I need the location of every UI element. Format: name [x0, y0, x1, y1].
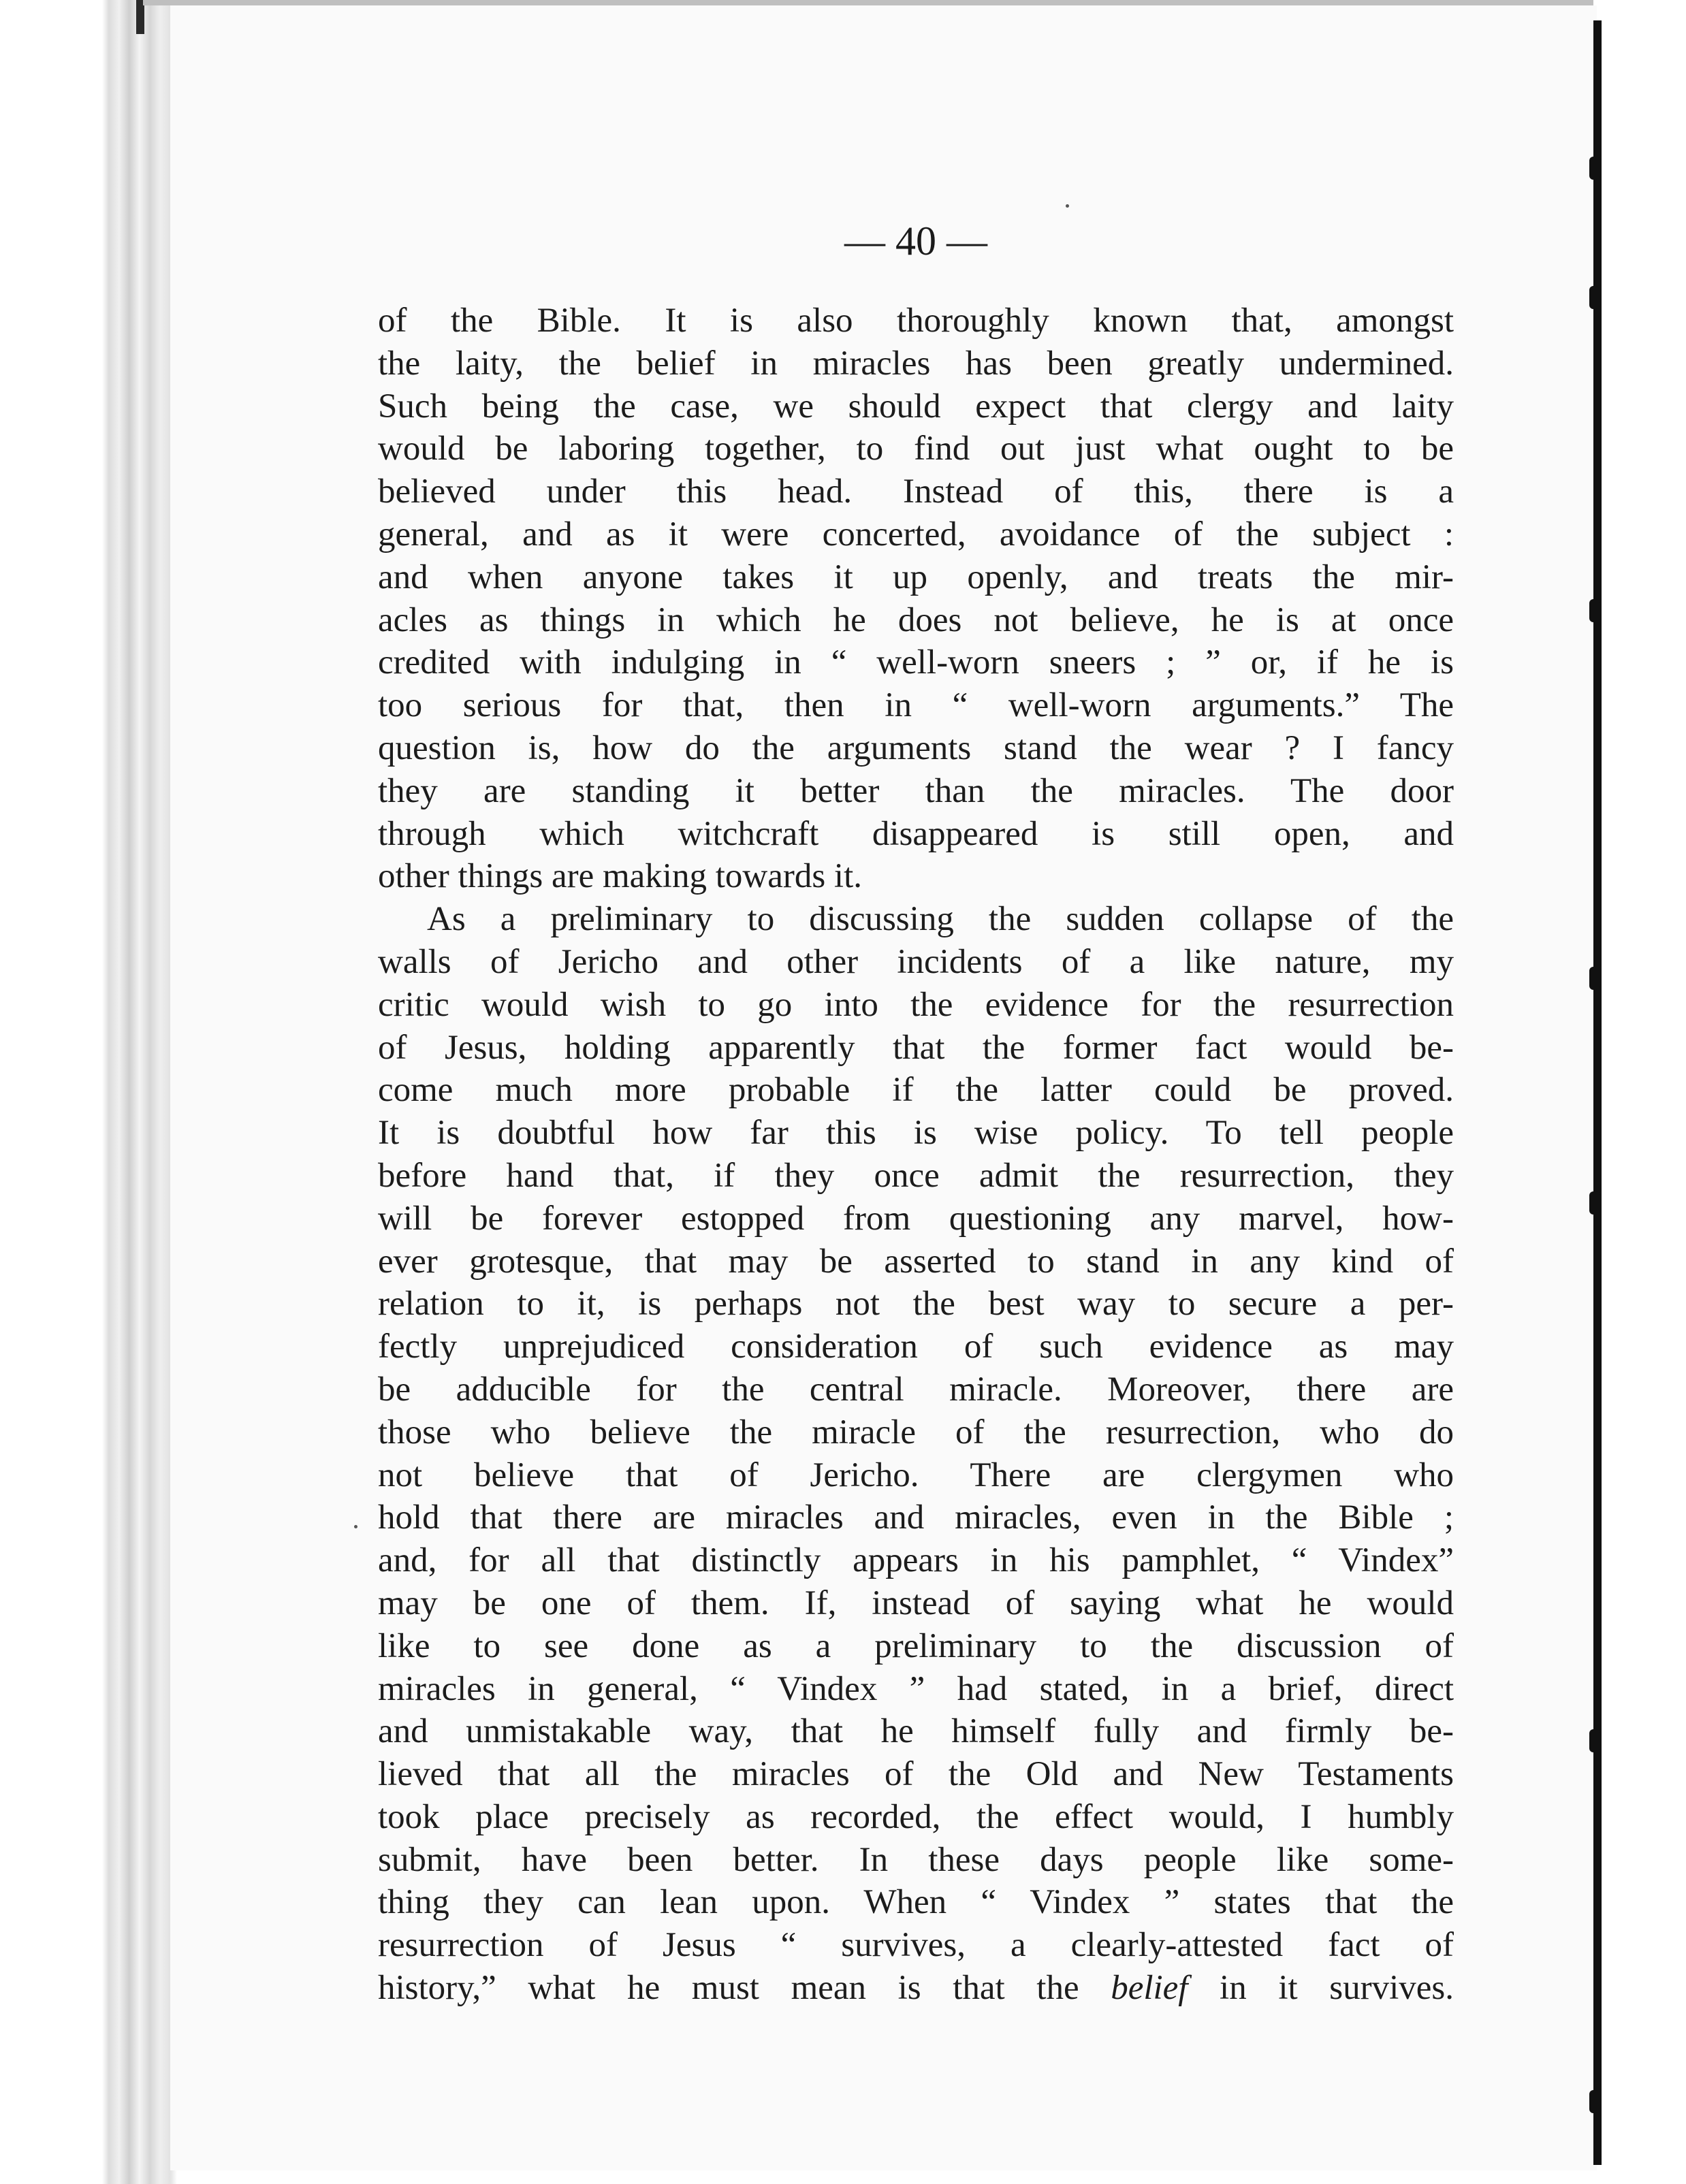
text-line: the laity, the belief in miracles has been greatly undermined. [378, 344, 1454, 383]
text-line: those who believe the miracle of the resurrection, who do [378, 1413, 1454, 1451]
text-line: not believe that of Jericho. There are clergymen who [378, 1456, 1454, 1494]
italic-emphasis: belief [1111, 1969, 1188, 2008]
text-line: through which witchcraft disappeared is still open, and [378, 814, 1454, 853]
edge-mark [1589, 1729, 1600, 1752]
page-number: — 40 — [844, 219, 987, 263]
edge-mark [1589, 286, 1600, 309]
text-line: walls of Jericho and other incidents of a like nature, my [378, 942, 1454, 981]
text-line: question is, how do the arguments stand the wear ? I fancy [378, 728, 1454, 767]
right-edge-rule [1593, 20, 1602, 2165]
text-line: of the Bible. It is also thoroughly known that, amongst [378, 302, 1454, 340]
text-line: ever grotesque, that may be asserted to stand in any kind of [378, 1242, 1454, 1281]
text-line: miracles in general, “ Vindex ” had stated, in a brief, direct [378, 1669, 1454, 1708]
text-line: and unmistakable way, that he himself fully and firmly be- [378, 1712, 1454, 1751]
text-line: thing they can lean upon. When “ Vindex ” states that the [378, 1883, 1454, 1922]
edge-mark [1589, 599, 1600, 622]
edge-mark [1589, 1191, 1600, 1215]
body-text [378, 300, 1454, 2010]
text-line: other things are making towards it. [378, 857, 863, 896]
edge-mark [1589, 967, 1600, 990]
book-binding-edge [0, 0, 177, 2184]
paragraph-start-line: As a preliminary to discussing the sudden collapse of the [427, 900, 1454, 939]
text-line: of Jesus, holding apparently that the former fact would be- [378, 1028, 1454, 1067]
top-edge [143, 0, 1593, 5]
edge-mark [1589, 2090, 1600, 2113]
text-line: critic would wish to go into the evidence for the resurrection [378, 985, 1454, 1024]
text-line: Such being the case, we should expect that clergy and laity [378, 387, 1454, 425]
text-line: too serious for that, then in “ well-worn arguments.” The [378, 686, 1454, 725]
text-line: fectly unprejudiced consideration of such evidence as may [378, 1328, 1454, 1366]
text-line: come much more probable if the latter could be proved. [378, 1071, 1454, 1110]
scan-speck [1066, 204, 1069, 208]
text-line: before hand that, if they once admit the resurrection, they [378, 1156, 1454, 1195]
text-line: they are standing it better than the miracles. The door [378, 771, 1454, 810]
text-line: took place precisely as recorded, the effect would, I humbly [378, 1797, 1454, 1836]
text-line: submit, have been better. In these days people like some- [378, 1840, 1454, 1879]
scan-speck [354, 1525, 357, 1528]
text-line: and when anyone takes it up openly, and treats the mir- [378, 558, 1454, 596]
text-line: credited with indulging in “ well-worn sneers ; ” or, if he is [378, 643, 1454, 682]
text-line: general, and as it were concerted, avoidance of the subject : [378, 515, 1454, 553]
text-line: be adducible for the central miracle. Moreover, there are [378, 1370, 1454, 1409]
text-line: resurrection of Jesus “ survives, a clearly-attested fact of [378, 1926, 1454, 1965]
text-line: believed under this head. Instead of this, there is a [378, 472, 1454, 511]
text-line: acles as things in which he does not believe, he is at once [378, 600, 1454, 639]
final-text-line: history,” what he must mean is that the belief in it survives. [378, 1969, 1454, 2008]
text-line: would be laboring together, to find out just what ought to be [378, 430, 1454, 468]
text-line: It is doubtful how far this is wise policy. To tell people [378, 1114, 1454, 1153]
text-line: relation to it, is perhaps not the best way to secure a per- [378, 1285, 1454, 1323]
edge-mark [1589, 157, 1600, 180]
text-line: like to see done as a preliminary to the discussion of [378, 1626, 1454, 1665]
text-line: and, for all that distinctly appears in his pamphlet, “ Vindex” [378, 1541, 1454, 1580]
text-line: lieved that all the miracles of the Old and New Testaments [378, 1755, 1454, 1794]
text-line: will be forever estopped from questioning any marvel, how- [378, 1199, 1454, 1238]
text-line: hold that there are miracles and miracles, even in the Bible ; [378, 1498, 1454, 1537]
text-line: may be one of them. If, instead of saying what he would [378, 1584, 1454, 1622]
